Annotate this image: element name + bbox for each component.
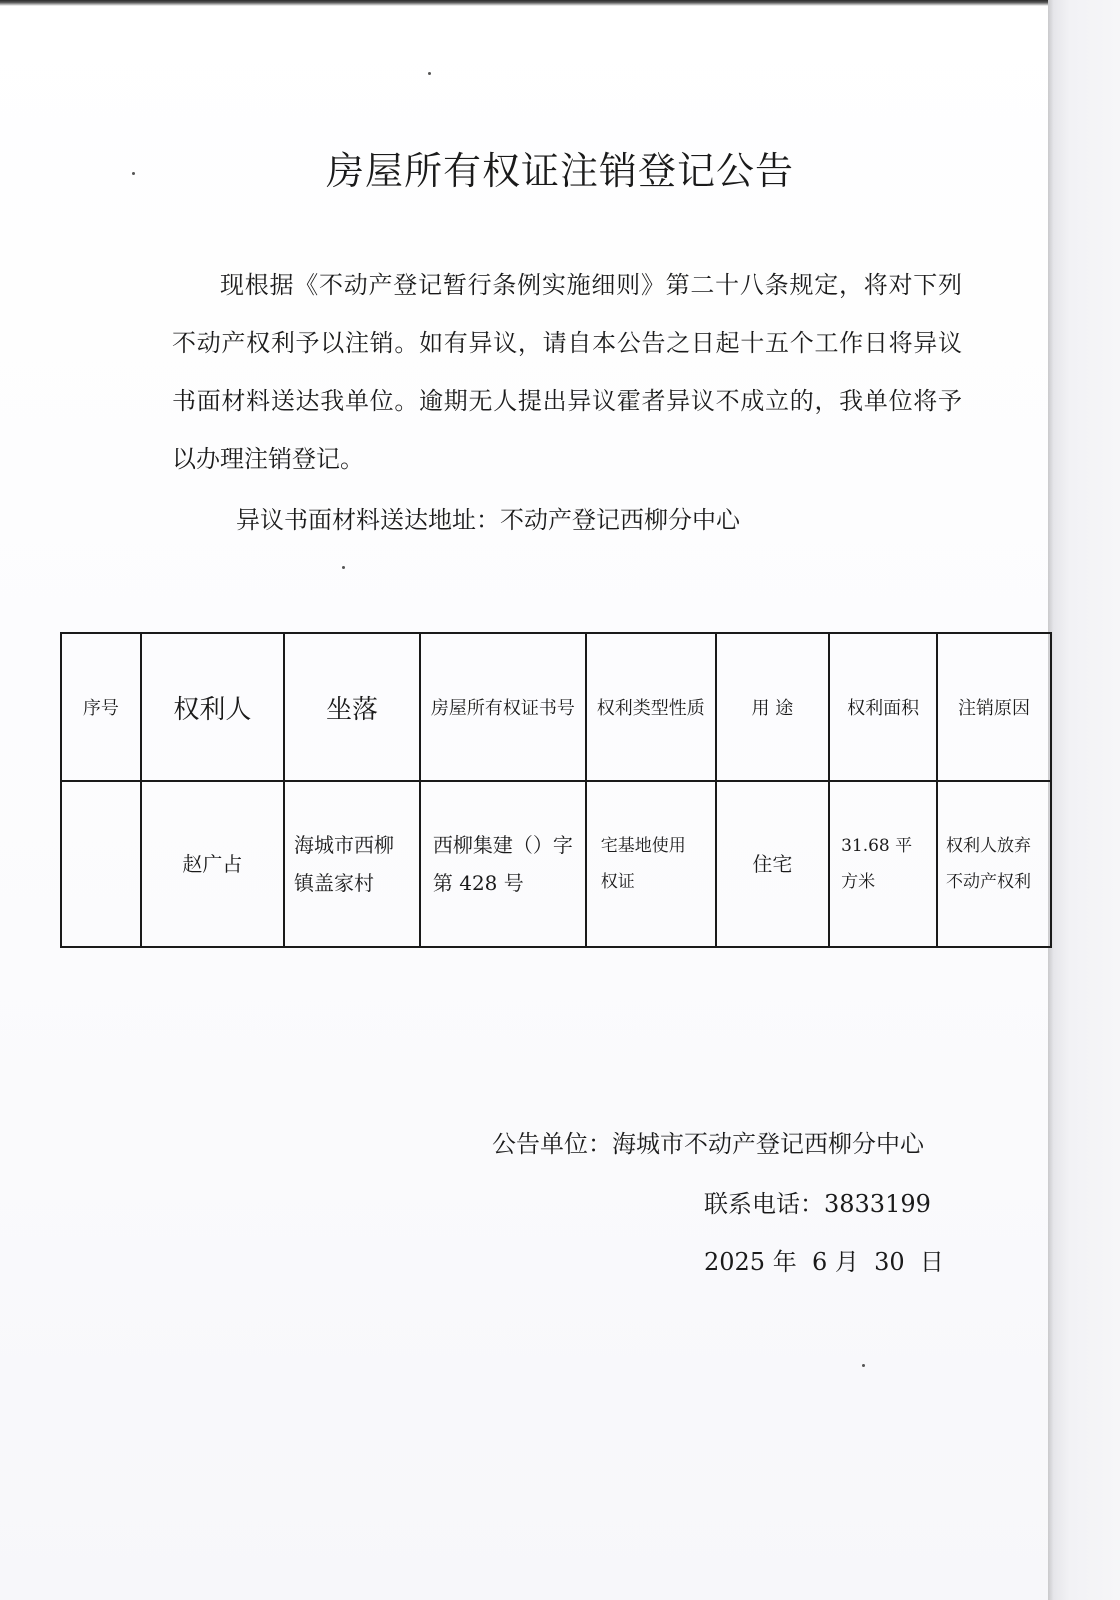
header-cell-cert-no: 房屋所有权证书号 (420, 633, 586, 781)
header-cell-right-type: 权利类型性质 (586, 633, 716, 781)
area-text: 31.68 平方米 (841, 836, 913, 892)
header-cell-reason: 注销原因 (937, 633, 1051, 781)
cell-cert-no (420, 781, 586, 947)
cert-no-text: 西柳集建（）字第 428 号 (432, 833, 573, 895)
cell-seq (61, 781, 141, 947)
holder-name: 赵广占 (182, 852, 243, 876)
scan-top-edge (0, 0, 1048, 6)
table-row (61, 781, 1051, 947)
page-edge-shadow (1048, 0, 1120, 1600)
header-cell-usage: 用 途 (716, 633, 830, 781)
cell-holder (141, 781, 284, 947)
cancellation-table (60, 632, 1052, 948)
scan-speck (342, 566, 345, 569)
issue-date: 2025 年 6 月 30 日 (704, 1248, 944, 1276)
location-text: 海城市西柳镇盖家村 (293, 833, 394, 895)
notice-title: 房屋所有权证注销登记公告 (325, 149, 794, 193)
table-header-row (61, 633, 1051, 781)
cell-right-type (586, 781, 716, 947)
right-type-text: 宅基地使用权证 (600, 836, 686, 892)
header-cell-location: 坐落 (284, 633, 420, 781)
cell-location (284, 781, 420, 947)
cell-usage (716, 781, 830, 947)
notice-body-paragraph: 现根据《不动产登记暂行条例实施细则》第二十八条规定，将对下列不动产权利予以注销。如有异议，请自本公告之日起十五个工作日将异议书面材料送达我单位。逾期无人提出异议霍者异议不成立的，我单位将予以办理注销登记。 (172, 271, 962, 473)
header-cell-holder: 权利人 (141, 633, 284, 781)
header-cell-area: 权利面积 (829, 633, 937, 781)
reason-text: 权利人放弃不动产权利 (946, 836, 1031, 892)
scan-speck (428, 72, 431, 75)
cell-reason (937, 781, 1051, 947)
usage-text: 住宅 (752, 852, 793, 876)
contact-phone: 联系电话：3833199 (704, 1190, 931, 1218)
issuing-unit: 公告单位：海城市不动产登记西柳分中心 (492, 1130, 924, 1158)
header-cell-seq: 序号 (61, 633, 141, 781)
objection-address: 异议书面材料送达地址：不动产登记西柳分中心 (236, 506, 740, 534)
scan-speck (862, 1364, 865, 1367)
cell-area (829, 781, 937, 947)
